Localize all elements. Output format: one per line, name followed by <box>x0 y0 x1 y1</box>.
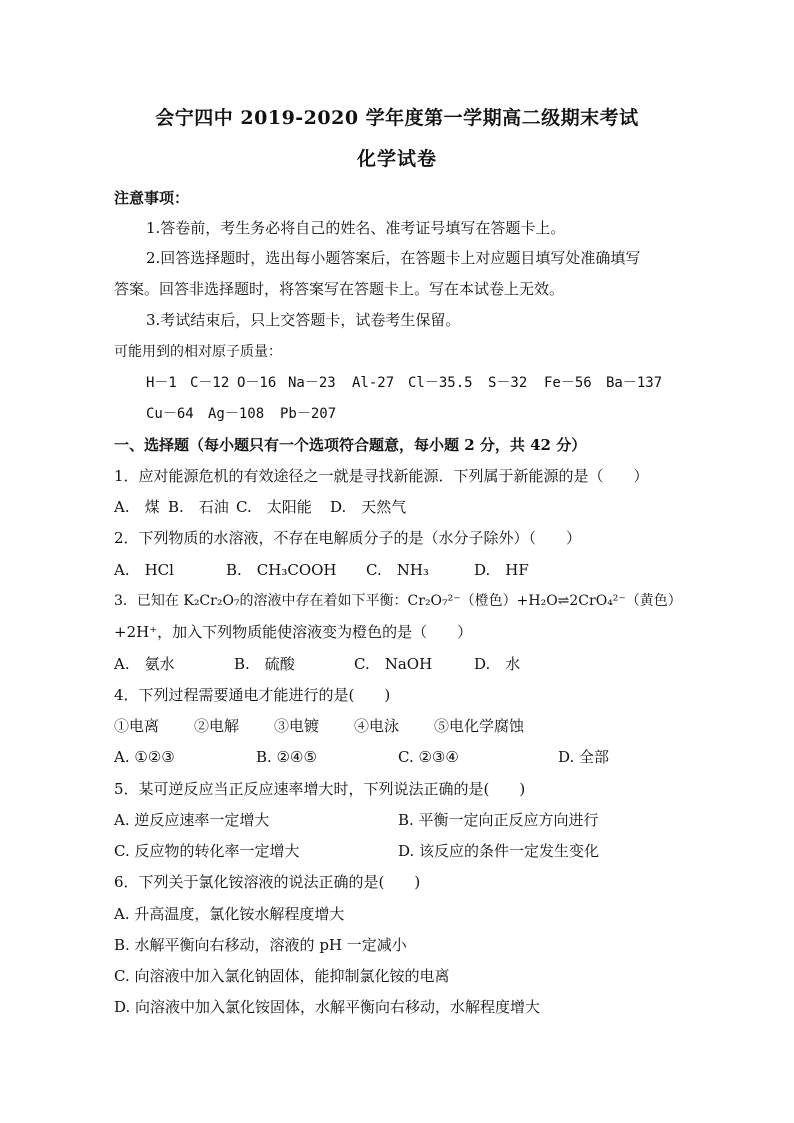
question-6-option-a: A. 升高温度，氯化铵水解程度增大 <box>114 905 345 923</box>
question-1-option-c: C. 太阳能 <box>236 498 312 516</box>
notice-item-2a: 2.回答选择题时，选出每小题答案后，在答题卡上对应题目填写处准确填写 <box>146 249 641 267</box>
atomic-mass-item: Cl－35.5 <box>408 375 473 391</box>
question-5-option-a: A. 逆反应速率一定增大 <box>114 811 270 829</box>
atomic-mass-item: Ag－108 <box>208 406 265 422</box>
question-5-option-d: D. 该反应的条件一定发生变化 <box>398 842 600 860</box>
question-3-option-c: C. NaOH <box>354 655 433 673</box>
atomic-mass-item: Cu－64 <box>146 406 194 422</box>
question-3-option-d: D. 水 <box>474 655 521 673</box>
question-4-process: ③电镀 <box>274 717 320 735</box>
atomic-mass-heading: 可能用到的相对原子质量： <box>114 344 282 360</box>
exam-title: 会宁四中 2019-2020 学年度第一学期高二级期末考试 <box>155 107 639 129</box>
atomic-mass-item: O－16 <box>237 375 277 391</box>
question-4-process: ⑤电化学腐蚀 <box>434 717 525 735</box>
notice-item-1: 1.答卷前，考生务必将自己的姓名、准考证号填写在答题卡上。 <box>146 219 566 237</box>
question-2-option-c: C. NH₃ <box>366 561 429 579</box>
question-4-stem: 4．下列过程需要通电才能进行的是( ) <box>114 686 391 704</box>
question-2-option-d: D. HF <box>474 561 529 579</box>
question-3-stem-line-1: 3．已知在 K₂Cr₂O₇的溶液中存在着如下平衡：Cr₂O₇²⁻（橙色）+H₂O⇌2CrO₄²⁻（黄色） <box>114 593 682 609</box>
question-6-stem: 6．下列关于氯化铵溶液的说法正确的是( ) <box>114 873 421 891</box>
notice-item-3: 3.考试结束后，只上交答题卡，试卷考生保留。 <box>146 311 461 329</box>
question-2-option-b: B. CH₃COOH <box>226 561 337 579</box>
notice-heading: 注意事项： <box>114 189 190 207</box>
question-1-option-a: A. 煤 <box>114 498 160 516</box>
notice-item-2b: 答案。回答非选择题时，将答案写在答题卡上。写在本试卷上无效。 <box>114 280 565 298</box>
question-4-option-d: D. 全部 <box>558 748 610 766</box>
question-1-option-b: B. 石油 <box>168 498 229 516</box>
question-4-process: ④电泳 <box>354 717 400 735</box>
atomic-mass-item: C－12 <box>190 375 230 391</box>
question-4-process: ①电离 <box>114 717 160 735</box>
atomic-mass-item: Fe－56 <box>544 375 592 391</box>
atomic-mass-item: Ba－137 <box>606 375 663 391</box>
question-5-option-b: B. 平衡一定向正反应方向进行 <box>398 811 599 829</box>
exam-subtitle: 化学试卷 <box>356 148 437 170</box>
question-2-stem: 2．下列物质的水溶液，不存在电解质分子的是（水分子除外）（ ） <box>114 529 582 547</box>
question-1-stem: 1．应对能源危机的有效途径之一就是寻找新能源．下列属于新能源的是（ ） <box>114 467 649 485</box>
question-3-option-a: A. 氨水 <box>114 655 175 673</box>
question-1-option-d: D. 天然气 <box>330 498 407 516</box>
atomic-mass-item: Al-27 <box>352 375 395 391</box>
section-heading: 一、选择题（每小题只有一个选项符合题意，每小题 2 分，共 42 分） <box>114 436 587 454</box>
question-4-process: ②电解 <box>194 717 240 735</box>
question-6-option-c: C. 向溶液中加入氯化钠固体，能抑制氯化铵的电离 <box>114 967 450 985</box>
atomic-mass-item: Pb－207 <box>280 406 337 422</box>
atomic-mass-item: S－32 <box>488 375 528 391</box>
question-5-option-c: C. 反应物的转化率一定增大 <box>114 842 300 860</box>
question-5-stem: 5．某可逆反应当正反应速率增大时，下列说法正确的是( ) <box>114 780 526 798</box>
question-4-option-a: A. ①②③ <box>114 748 175 766</box>
question-2-option-a: A. HCl <box>114 561 174 579</box>
question-4-option-c: C. ②③④ <box>398 748 459 766</box>
atomic-mass-item: Na－23 <box>288 375 336 391</box>
question-6-option-b: B. 水解平衡向右移动，溶液的 pH 一定减小 <box>114 936 407 954</box>
question-4-option-b: B. ②④⑤ <box>256 748 317 766</box>
question-3-option-b: B. 硫酸 <box>234 655 295 673</box>
question-6-option-d: D. 向溶液中加入氯化铵固体，水解平衡向右移动，水解程度增大 <box>114 998 541 1016</box>
atomic-mass-item: H－1 <box>146 375 177 391</box>
question-3-stem-line-2: +2H⁺，加入下列物质能使溶液变为橙色的是（ ） <box>114 623 473 641</box>
